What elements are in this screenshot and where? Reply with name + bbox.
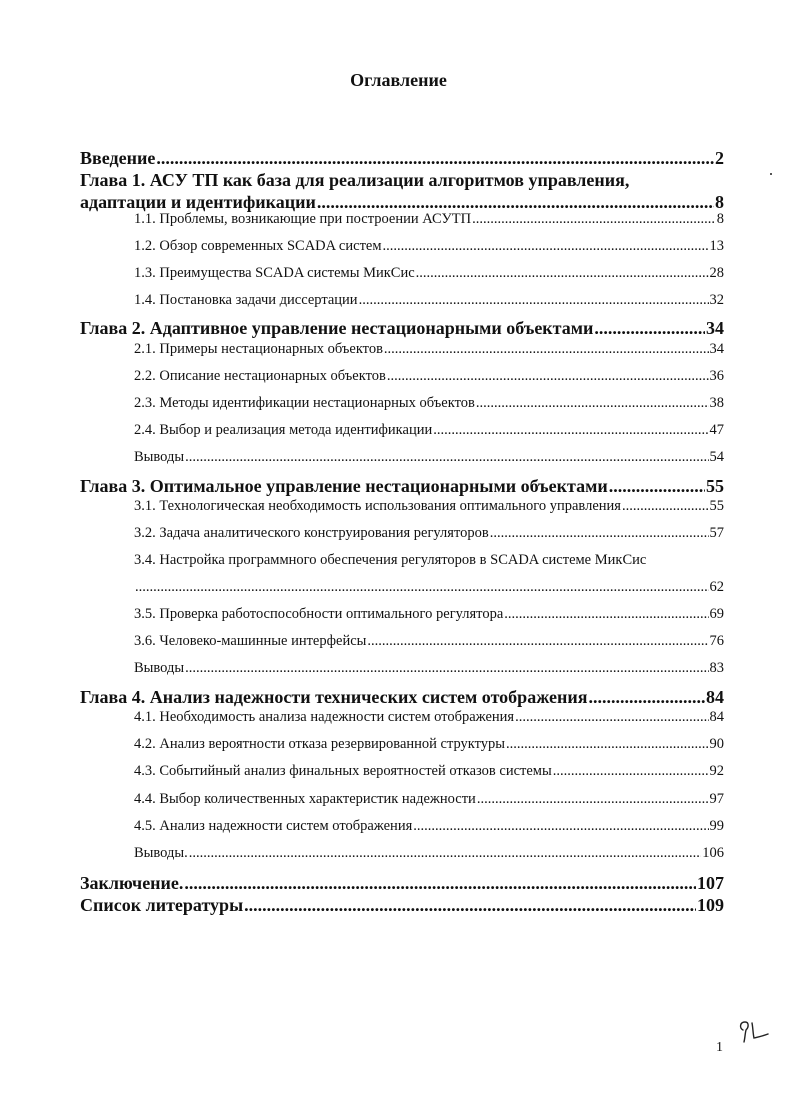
toc-entry-label: Глава 2. Адаптивное управление нестационарными объектами <box>80 318 594 338</box>
toc-entry-references[interactable] <box>80 895 724 915</box>
toc-entry-label: Глава 1. АСУ ТП как база для реализации алгоритмов управления, <box>80 170 630 190</box>
toc-entry-label: 4.1. Необходимость анализа надежности систем отображения <box>134 709 515 725</box>
toc-entry-3-conclusions[interactable] <box>134 659 724 677</box>
dot-leader <box>244 895 696 915</box>
toc-entry-label: Введение <box>80 148 156 168</box>
toc-entry-label: 1.2. Обзор современных SCADA систем <box>134 238 382 254</box>
toc-entry-label: 4.4. Выбор количественных характеристик надежности <box>134 791 476 807</box>
toc-entry-label: 2.2. Описание нестационарных объектов <box>134 368 386 384</box>
toc-entry-label: адаптации и идентификации <box>80 192 316 212</box>
toc-entry-label: Выводы <box>134 660 185 676</box>
toc-entry-2-1[interactable] <box>134 340 724 358</box>
handwritten-mark-icon <box>737 1018 771 1046</box>
toc-entry-label: Список литературы <box>80 895 244 915</box>
toc-page-number: 99 <box>709 818 724 834</box>
dot-leader <box>416 264 709 282</box>
toc-entry-1-3[interactable] <box>134 264 724 282</box>
toc-entry-label: Выводы. <box>134 845 188 861</box>
toc-entry-introduction[interactable] <box>80 148 724 168</box>
dot-leader <box>588 687 705 707</box>
toc-page-number: 55 <box>706 476 724 496</box>
toc-page-number: 109 <box>697 895 724 915</box>
dot-leader <box>413 817 708 835</box>
toc-page-number: 36 <box>709 368 724 384</box>
toc-entry-2-3[interactable] <box>134 394 724 412</box>
toc-entry-1-4[interactable] <box>134 291 724 309</box>
toc-entry-label: 3.4. Настройка программного обеспечения регуляторов в SCADA системе МикСис <box>134 552 647 568</box>
toc-entry-label: 4.5. Анализ надежности систем отображения <box>134 818 413 834</box>
toc-page-number: 69 <box>709 606 724 622</box>
dot-leader <box>472 210 716 228</box>
toc-page-number: 84 <box>706 687 724 707</box>
toc-entry-4-2[interactable] <box>134 735 724 753</box>
toc-entry-label: 3.5. Проверка работоспособности оптимального регулятора <box>134 606 504 622</box>
dot-leader <box>367 632 708 650</box>
dot-leader <box>490 524 709 542</box>
toc-page-number: 106 <box>702 845 724 861</box>
toc-page-number: 55 <box>709 498 724 514</box>
toc-entry-3-6[interactable] <box>134 632 724 650</box>
toc-entry-chapter-1-line-1[interactable] <box>80 170 724 190</box>
dot-leader <box>185 448 708 466</box>
dot-leader <box>553 762 709 780</box>
toc-page-number: 92 <box>709 763 724 779</box>
dot-leader <box>622 497 709 515</box>
dot-leader <box>504 605 708 623</box>
toc-entry-chapter-2[interactable] <box>80 318 724 338</box>
toc-entry-chapter-4[interactable] <box>80 687 724 707</box>
dot-leader <box>184 873 696 893</box>
dot-leader <box>476 394 709 412</box>
toc-page-number: 34 <box>706 318 724 338</box>
toc-entry-3-5[interactable] <box>134 605 724 623</box>
toc-entry-label: 2.3. Методы идентификации нестационарных объектов <box>134 395 475 411</box>
dot-leader <box>384 340 709 358</box>
toc-entry-label: 1.1. Проблемы, возникающие при построении АСУТП <box>134 211 472 227</box>
toc-page-number: 2 <box>715 148 724 168</box>
dot-leader <box>515 708 708 726</box>
toc-entry-label: Глава 3. Оптимальное управление нестационарными объектами <box>80 476 608 496</box>
scan-speck <box>770 173 772 175</box>
toc-page-number: 28 <box>709 265 724 281</box>
dot-leader <box>156 148 714 168</box>
dot-leader <box>433 421 708 439</box>
toc-entry-label: 4.3. Событийный анализ финальных вероятностей отказов системы <box>134 763 552 779</box>
toc-entry-2-4[interactable] <box>134 421 724 439</box>
toc-page-number: 76 <box>709 633 724 649</box>
toc-page-number: 38 <box>709 395 724 411</box>
toc-entry-conclusion[interactable] <box>80 873 724 893</box>
toc-page-number: 57 <box>709 525 724 541</box>
toc-entry-label: 3.1. Технологическая необходимость использования оптимального управления <box>134 498 621 514</box>
toc-page-number: 62 <box>709 579 724 595</box>
toc-page-number: 13 <box>709 238 724 254</box>
toc-entry-4-5[interactable] <box>134 817 724 835</box>
toc-entry-3-2[interactable] <box>134 524 724 542</box>
toc-page-number: 84 <box>709 709 724 725</box>
toc-entry-3-4-line-1[interactable] <box>134 551 724 569</box>
dot-leader <box>317 192 714 212</box>
toc-entry-1-1[interactable] <box>134 210 724 228</box>
toc-entry-label: 4.2. Анализ вероятности отказа резервированной структуры <box>134 736 506 752</box>
dot-leader <box>185 659 708 677</box>
page-title: Оглавление <box>350 70 447 90</box>
toc-page-number: 34 <box>709 341 724 357</box>
toc-entry-label: 3.6. Человеко-машинные интерфейсы <box>134 633 367 649</box>
toc-entry-label: Выводы <box>134 449 185 465</box>
toc-page-number: 8 <box>716 211 724 227</box>
dot-leader <box>383 237 709 255</box>
toc-page-number: 54 <box>709 449 724 465</box>
toc-entry-label: 1.3. Преимущества SCADA системы МикСис <box>134 265 415 281</box>
toc-entry-4-3[interactable] <box>134 762 724 780</box>
toc-entry-2-2[interactable] <box>134 367 724 385</box>
dot-leader <box>135 578 709 596</box>
toc-entry-2-conclusions[interactable] <box>134 448 724 466</box>
toc-page-number: 107 <box>697 873 724 893</box>
toc-entry-1-2[interactable] <box>134 237 724 255</box>
toc-entry-label: Глава 4. Анализ надежности технических систем отображения <box>80 687 588 707</box>
toc-entry-label: 2.1. Примеры нестационарных объектов <box>134 341 383 357</box>
toc-entry-chapter-1[interactable] <box>80 192 724 212</box>
dot-leader <box>506 735 708 753</box>
toc-page-number: 83 <box>709 660 724 676</box>
toc-page-number: 8 <box>715 192 724 212</box>
toc-entry-4-4[interactable] <box>134 790 724 808</box>
dot-leader <box>359 291 709 309</box>
toc-page-number: 90 <box>709 736 724 752</box>
page-number: 1 <box>716 1040 723 1055</box>
dot-leader <box>477 790 709 808</box>
toc-entry-3-4[interactable] <box>134 578 724 596</box>
toc-entry-3-1[interactable] <box>134 497 724 515</box>
toc-entry-label: 2.4. Выбор и реализация метода идентификации <box>134 422 433 438</box>
toc-page-number: 47 <box>709 422 724 438</box>
dot-leader <box>189 844 702 862</box>
dot-leader <box>594 318 705 338</box>
toc-entry-label: 1.4. Постановка задачи диссертации <box>134 292 358 308</box>
toc-entry-label: Заключение. <box>80 873 184 893</box>
toc-entry-chapter-3[interactable] <box>80 476 724 496</box>
toc-entry-label: 3.2. Задача аналитического конструирования регуляторов <box>134 525 489 541</box>
toc-entry-4-conclusions[interactable] <box>134 844 724 862</box>
toc-page-number: 32 <box>709 292 724 308</box>
toc-page-number: 97 <box>709 791 724 807</box>
dot-leader <box>609 476 705 496</box>
toc-entry-4-1[interactable] <box>134 708 724 726</box>
dot-leader <box>387 367 709 385</box>
